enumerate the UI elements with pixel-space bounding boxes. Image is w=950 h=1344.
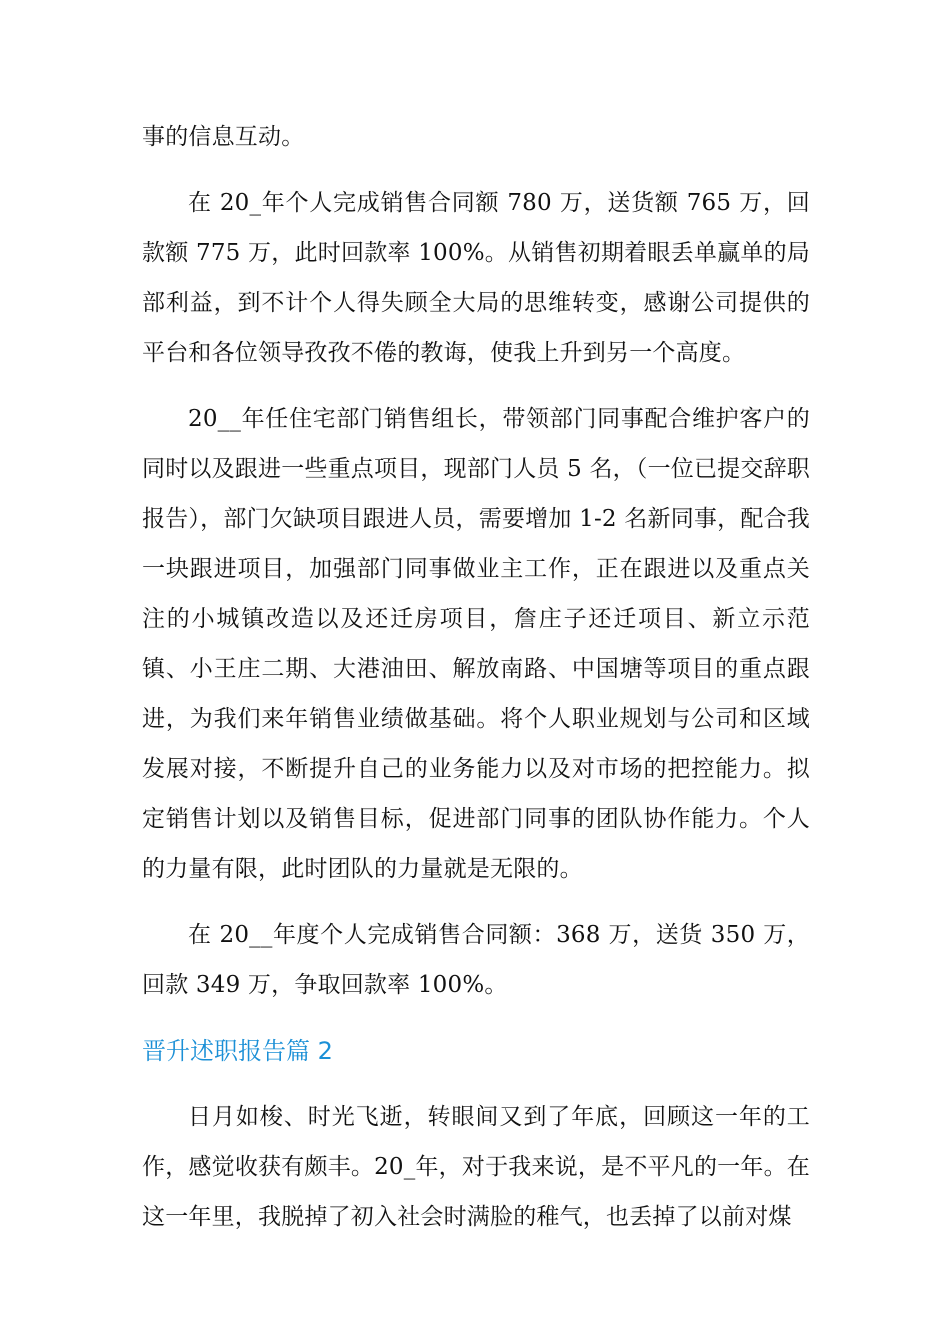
document-body — [142, 112, 810, 1242]
paragraph-section-intro: 日月如梭、时光飞逝，转眼间又到了年底，回顾这一年的工作，感觉收获有颇丰。20_年，对于我来说，是不平凡的一年。在这一年里，我脱掉了初入社会时满脸的稚气，也丢掉了以前对煤 — [142, 1104, 810, 1230]
paragraph-sales-2020: 在 20_年个人完成销售合同额 780 万，送货额 765 万，回款额 775 万，此时回款率 100%。从销售初期着眼丢单赢单的局部利益，到不计个人得失顾全大局的思维转变，感谢公司提供的平台和各位领导孜孜不倦的教诲，使我上升到另一个高度。 — [142, 190, 810, 366]
paragraph-continuation: 事的信息互动。 — [142, 124, 305, 150]
paragraph-annual-sales: 在 20__年度个人完成销售合同额：368 万，送货 350 万，回款 349 万，争取回款率 100%。 — [142, 922, 810, 998]
paragraph-team-leader: 20__年任住宅部门销售组长，带领部门同事配合维护客户的同时以及跟进一些重点项目，现部门人员 5 名，（一位已提交辞职报告），部门欠缺项目跟进人员，需要增加 1-2 名新同事，配合我一块跟进项目，加强部门同事做业主工作，正在跟进以及重点关注的小城镇改造以及还迁房项目，詹庄子还迁项目、新立示范镇、小王庄二期、大港油田、解放南路、中国塘等项目的重点跟进，为我们来年销售业绩做基础。将个人职业规划与公司和区域发展对接，不断提升自己的业务能力以及对市场的把控能力。拟定销售计划以及销售目标，促进部门同事的团队协作能力。个人的力量有限，此时团队的力量就是无限的。 — [142, 406, 810, 882]
section-heading: 晋升述职报告篇 2 — [142, 1037, 333, 1065]
